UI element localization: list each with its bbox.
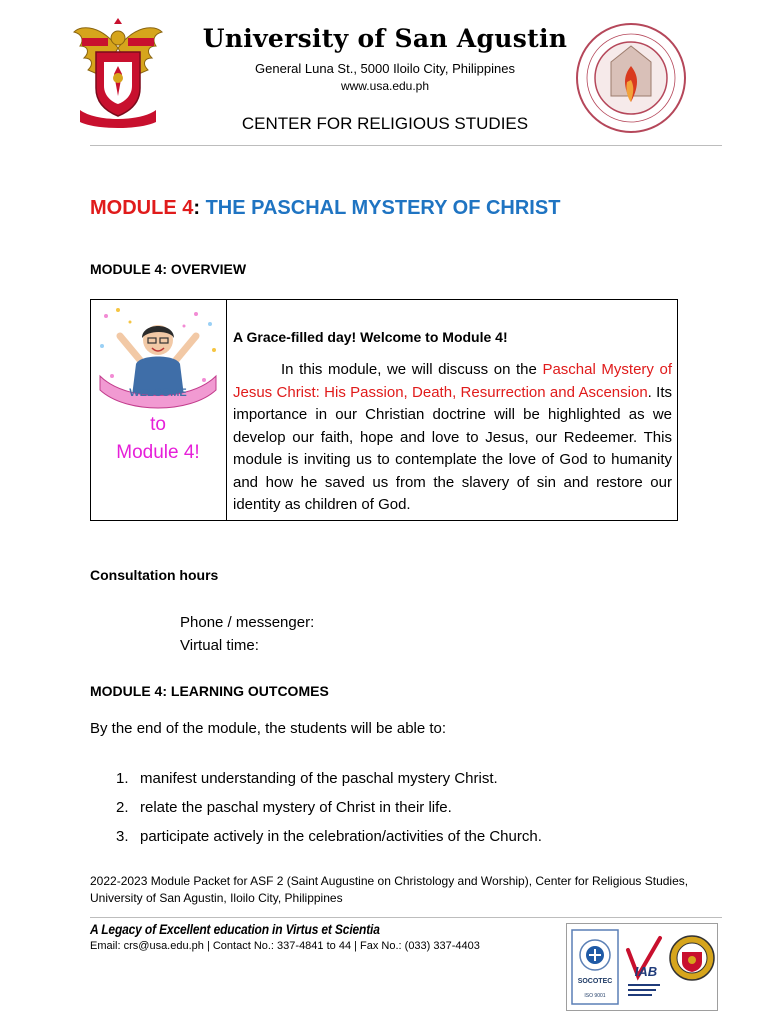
- consultation-phone: Phone / messenger:: [180, 614, 315, 631]
- outcome-item: [116, 828, 696, 857]
- module-title: [90, 197, 560, 220]
- footer-tagline: A Legacy of Excellent education in Virtus et Scientia: [90, 921, 380, 937]
- outcomes-intro: By the end of the module, the students will be able to:: [90, 720, 447, 737]
- university-seal-icon: [668, 934, 716, 982]
- university-address: General Luna St., 5000 Iloilo City, Philippines: [255, 61, 515, 76]
- iab-accreditation-icon: [622, 932, 666, 1004]
- outcome-number: 3.: [116, 828, 129, 845]
- welcome-banner-text: WELCOME: [129, 387, 187, 399]
- consultation-heading: Consultation hours: [90, 567, 219, 583]
- outcome-text: relate the paschal mystery of Christ in their life.: [140, 799, 452, 816]
- overview-heading: MODULE 4: OVERVIEW: [90, 261, 247, 277]
- outcome-number: 1.: [116, 770, 129, 787]
- socotec-label: SOCOTEC: [577, 978, 613, 985]
- module-title-main: THE PASCHAL MYSTERY OF CHRIST: [200, 197, 561, 219]
- university-name: University of San Agustin: [202, 24, 568, 53]
- module-title-prefix: MODULE 4: [90, 197, 194, 219]
- outcome-number: 2.: [116, 799, 129, 816]
- socotec-iso-badge-icon: [571, 929, 619, 1005]
- university-crest-icon: [72, 18, 164, 130]
- center-name: CENTER FOR RELIGIOUS STUDIES: [241, 114, 529, 133]
- welcome-avatar-icon: [96, 306, 220, 416]
- module-title-separator: :: [193, 197, 201, 219]
- overview-text-intro: In this module, we will discuss on the: [281, 361, 543, 378]
- welcome-to-text: to: [150, 414, 166, 435]
- outcomes-heading: MODULE 4: LEARNING OUTCOMES: [90, 683, 329, 699]
- footer-note: 2022-2023 Module Packet for ASF 2 (Saint Augustine on Christology and Worship), Center for Religious Studies, University of San Agustin, Iloilo City, Philippines: [90, 874, 689, 905]
- overview-greeting: A Grace-filled day! Welcome to Module 4!: [233, 329, 508, 345]
- religious-studies-seal-icon: [575, 22, 687, 134]
- outcome-item: [116, 770, 696, 799]
- overview-box-divider: [226, 299, 227, 521]
- overview-text-rest: . Its importance in our Christian doctrine will be highlighted as we develop our faith, hope and love to Jesus, our Redeemer. This module is inviting us to contemplate the love of God to humanity and how he saved us from the slavery of sin and restore our identity as children of God.: [233, 383, 673, 513]
- outcome-text: manifest understanding of the paschal mystery Christ.: [140, 770, 498, 787]
- university-website: www.usa.edu.ph: [340, 79, 430, 93]
- outcome-text: participate actively in the celebration/activities of the Church.: [140, 828, 542, 845]
- footer-contact: Email: crs@usa.edu.ph | Contact No.: 337-4841 to 44 | Fax No.: (033) 337-4403: [90, 940, 480, 952]
- consultation-virtual-time: Virtual time:: [180, 637, 259, 654]
- overview-paragraph: [233, 359, 672, 517]
- header-divider: [90, 145, 722, 146]
- outcome-item: [116, 799, 696, 828]
- outcomes-list: [116, 770, 696, 857]
- socotec-sub: ISO 9001: [584, 993, 606, 999]
- iab-label: IAB: [634, 964, 658, 979]
- overview-text-highlight: Paschal Mystery of Jesus Christ: His Passion, Death, Resurrection and Ascension: [233, 361, 672, 401]
- footer-divider: [90, 917, 722, 918]
- welcome-module-text: Module 4!: [116, 442, 200, 463]
